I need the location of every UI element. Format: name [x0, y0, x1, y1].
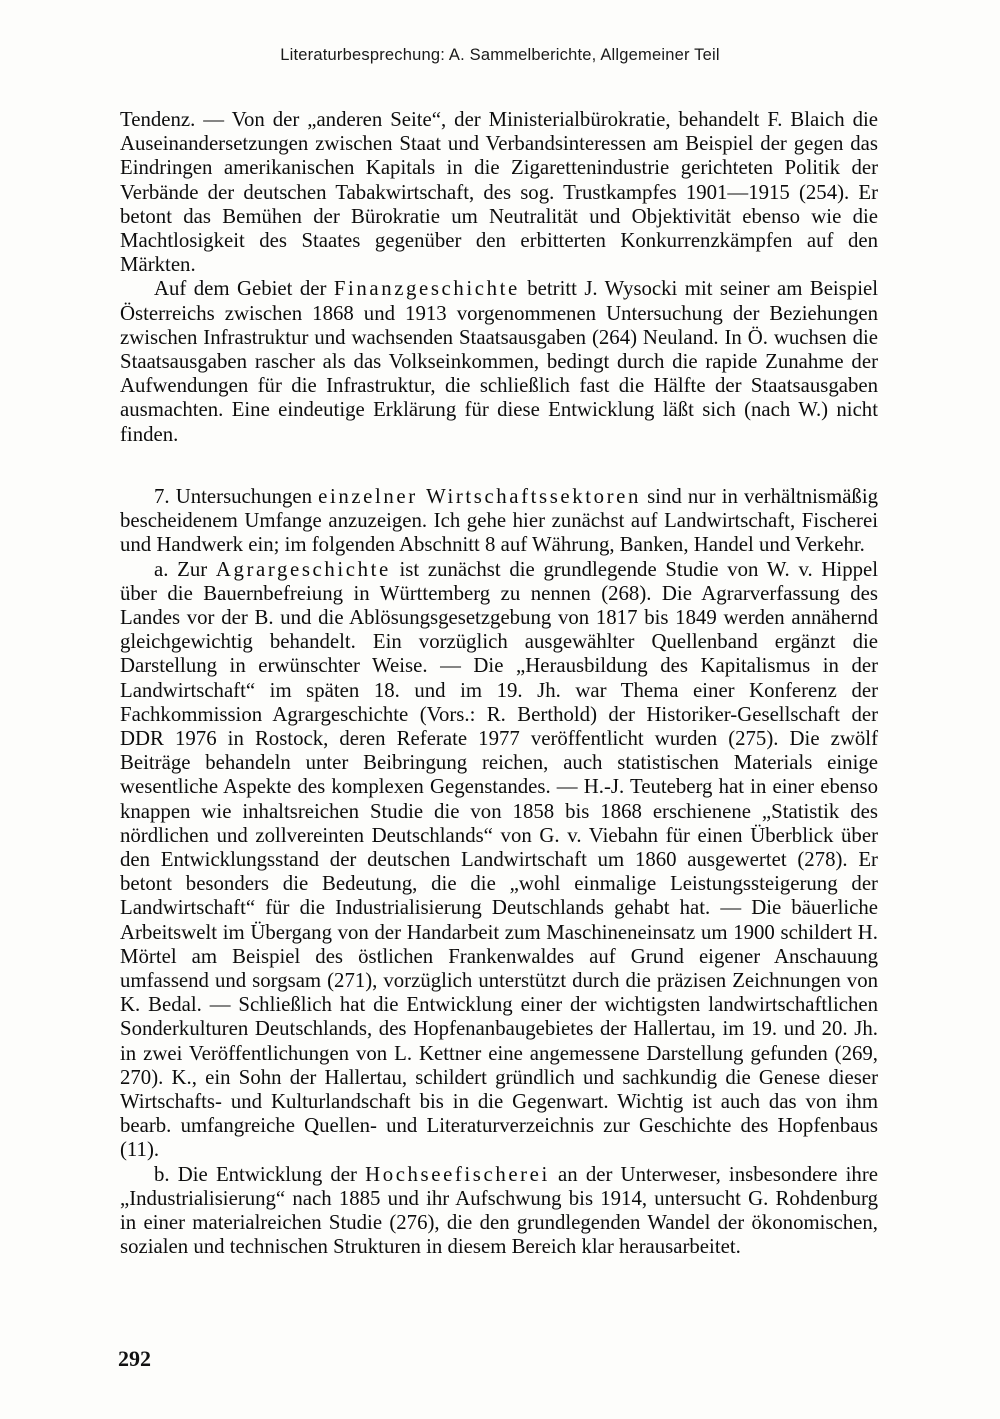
spaced-keyword: Agrargeschichte	[215, 557, 391, 581]
paragraph-finanzgeschichte	[120, 277, 878, 446]
paragraph-text: b. Die Entwicklung der	[154, 1162, 366, 1186]
paragraph-hochseefischerei	[120, 1163, 878, 1260]
paragraph-text: ist zunächst die grundlegende Studie von W. v. Hippel über die Bauernbefreiung in Württemberg zu nennen (268). Die Agrarverfassung des Landes vor der B. und die Ablösungsgesetzgebung von 1817 bis 1849 werden annähernd gleichgewichtig behandelt. Ein vorzüglich ausgewählter Quellenband ergänzt die Darstellung in erwünschter Weise. — Die „Herausbildung des Kapitalismus in der Landwirtschaft“ im späten 18. und im 19. Jh. war Thema einer Konferenz der Fachkommission Agrargeschichte (Vors.: R. Berthold) der Historiker-Gesellschaft der DDR 1976 in Rostock, deren Referate 1977 veröffentlicht wurden (275). Die zwölf Beiträge behandeln unter Beibringung reichen, auch statistischen Materials einige wesentliche Aspekte des komplexen Gegenstandes. — H.-J. Teuteberg hat in einer ebenso knappen wie inhaltsreichen Studie die von 1858 bis 1868 erschienene „Statistik des nördlichen und zollvereinten Deutschlands“ von G. v. Viebahn für einen Überblick über den Entwicklungsstand der deutschen Landwirtschaft um 1860 ausgewertet (278). Er betont besonders die Bedeutung, die die „wohl einmalige Leistungssteigerung der Landwirtschaft“ für die Industrialisierung Deutschlands gehabt hat. — Die bäuerliche Arbeitswelt im Übergang von der Handarbeit zum Maschineneinsatz um 1900 schildert H. Mörtel am Beispiel des östlichen Frankenwaldes auf Grund eigener Anschauung umfassend und sorgsam (271), vorzüglich unterstützt durch die präzisen Zeichnungen von K. Bedal. — Schließlich hat die Entwicklung einer der wichtigsten landwirtschaftlichen Sonderkulturen Deutschlands, des Hopfenanbaugebietes der Hallertau, im 19. und 20. Jh. in zwei Veröffentlichungen von L. Kettner eine angemessene Darstellung gefunden (269, 270). K., ein Sohn der Hallertau, schildert gründlich und sachkundig die Genese dieser Wirtschafts- und Kulturlandschaft bis in die Gegenwart. Wichtig ist auch das von ihm bearb. umfangreiche Quellen- und Literaturverzeichnis zur Geschichte des Hopfenbaus (11).	[120, 557, 879, 1162]
paragraph-text: 7. Untersuchungen	[154, 485, 319, 508]
paragraph-text: betritt J. Wysocki mit seiner am Beispiel Österreichs zwischen 1868 und 1913 vorgenommenen Untersuchung der Beziehungen zwischen Infrastruktur und wachsenden Staatsausgaben (264) Neuland. In Ö. wuchsen die Staatsausgaben rascher als das Volkseinkommen, bedingt durch die rapide Zunahme der Aufwendungen für die Infrastruktur, die schließlich fast die Hälfte der Staatsausgaben ausmachten. Eine eindeutige Erklärung für diese Entwicklung läßt sich (nach W.) nicht finden.	[120, 277, 878, 446]
paragraph-text: an der Unterweser, insbesondere ihre „Industrialisierung“ nach 1885 und ihr Aufschwung bis 1914, untersucht G. Rohdenburg in einer materialreichen Studie (276), die den grundlegenden Wandel der ökonomischen, sozialen und technischen Strukturen in diesem Bereich klar herausarbeitet.	[120, 1162, 878, 1259]
paragraph-tabak: Tendenz. — Von der „anderen Seite“, der Ministerialbürokratie, behandelt F. Blaich die Auseinandersetzungen zwischen Staat und Verbandsinteressen am Beispiel der gegen das Eindringen amerikanischen Kapitals in die Zigarettenindustrie gerichteten Politik der Verbände der deutschen Tabakwirtschaft, des sog. Trustkampfes 1901—1915 (254). Er betont das Bemühen der Bürokratie um Neutralität und Objektivität ebenso wie die Machtlosigkeit des Staates gegenüber den erbitterten Konkurrenzkämpfen auf den Märkten.	[120, 108, 878, 277]
paragraph-section-7	[120, 485, 878, 558]
text-block-top	[120, 108, 878, 447]
spaced-keyword: Hochseefischerei	[365, 1162, 550, 1186]
paragraph-text: sind nur in verhältnismäßig bescheidenem Umfange anzuzeigen. Ich gehe hier zunächst auf Landwirtschaft, Fischerei und Handwerk ein; im folgenden Abschnitt 8 auf Währung, Banken, Handel und Verkehr.	[120, 485, 879, 557]
text-block-section-7	[120, 485, 878, 1260]
page-number: 292	[118, 1346, 151, 1371]
spaced-keyword: einzelner Wirtschaftssektoren	[318, 485, 641, 508]
paragraph-agrargeschichte	[120, 558, 878, 1163]
paragraph-text: a. Zur	[154, 557, 216, 581]
spaced-keyword: Finanzgeschichte	[333, 277, 520, 301]
paragraph-text: Auf dem Gebiet der	[154, 277, 334, 301]
running-header: Literaturbesprechung: A. Sammelberichte, Allgemeiner Teil	[280, 46, 720, 64]
